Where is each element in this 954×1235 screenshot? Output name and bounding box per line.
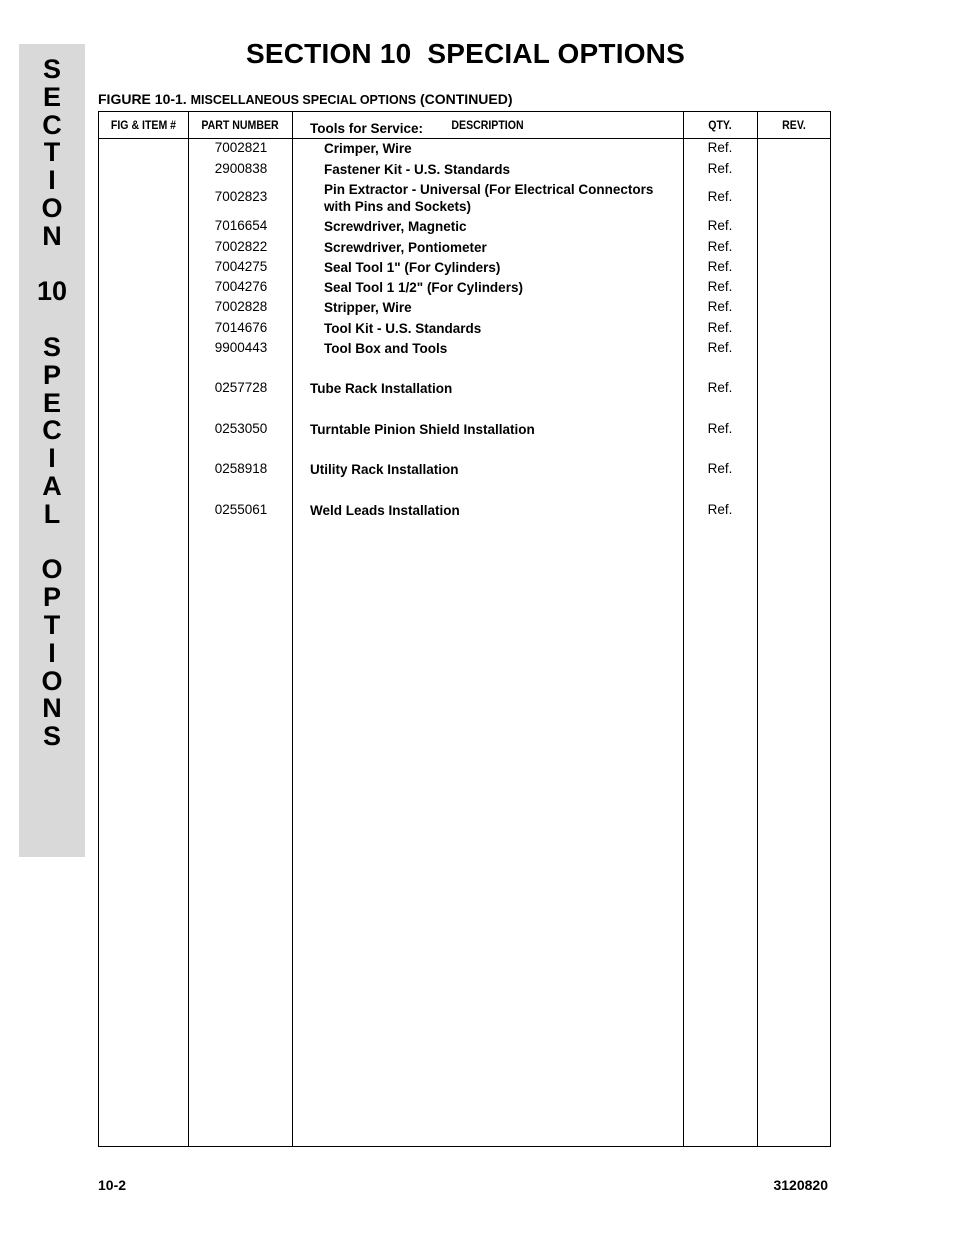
side-tab-letter: O bbox=[41, 192, 63, 223]
side-tab-letter: C bbox=[42, 415, 62, 446]
page-number: 10-2 bbox=[98, 1177, 127, 1193]
side-tab-letter: S bbox=[42, 331, 61, 362]
qty-cell: Ref. bbox=[707, 461, 733, 476]
header-fig-item: FIG & ITEM # bbox=[110, 118, 177, 132]
figure-label: FIGURE 10-1. bbox=[98, 91, 187, 107]
figure-suffix: (CONTINUED) bbox=[419, 91, 513, 107]
part-number-cell: 7002823 bbox=[214, 189, 268, 204]
side-tab-letter: E bbox=[42, 387, 61, 418]
description-cell: Screwdriver, Pontiometer bbox=[324, 240, 487, 255]
figure-name: MISCELLANEOUS SPECIAL OPTIONS bbox=[190, 93, 417, 107]
part-number-cell: 7004275 bbox=[214, 259, 268, 274]
side-tab-letter: P bbox=[42, 582, 61, 613]
qty-cell: Ref. bbox=[707, 259, 733, 274]
description-cell: Tool Box and Tools bbox=[324, 341, 448, 356]
part-number-cell: 0258918 bbox=[214, 461, 268, 476]
side-tab-text bbox=[19, 56, 85, 751]
side-tab-letter: S bbox=[42, 54, 61, 84]
qty-cell: Ref. bbox=[707, 189, 733, 204]
part-number-cell: 0255061 bbox=[214, 502, 268, 517]
side-tab-letter: O bbox=[41, 554, 63, 585]
description-cell: Turntable Pinion Shield Installation bbox=[310, 422, 535, 437]
side-tab-letter: E bbox=[42, 81, 61, 112]
part-number-cell: 7002821 bbox=[214, 140, 268, 155]
document-number: 3120820 bbox=[773, 1177, 828, 1193]
side-tab-letter: T bbox=[43, 137, 61, 168]
side-tab-letter: S bbox=[42, 721, 61, 752]
description-cell: Fastener Kit - U.S. Standards bbox=[324, 162, 511, 177]
page-title: SECTION 10 SPECIAL OPTIONS bbox=[246, 38, 685, 69]
side-tab-letter: N bbox=[42, 220, 62, 251]
qty-cell: Ref. bbox=[707, 502, 733, 517]
description-cell: Crimper, Wire bbox=[324, 141, 412, 156]
description-cell: Seal Tool 1 1/2" (For Cylinders) bbox=[324, 280, 523, 295]
qty-cell: Ref. bbox=[707, 279, 733, 294]
part-number-cell: 7002822 bbox=[214, 239, 268, 254]
part-number-cell: 0253050 bbox=[214, 421, 268, 436]
side-tab-letter: I bbox=[48, 443, 56, 474]
part-number-cell: 7016654 bbox=[214, 218, 268, 233]
side-tab-letter: T bbox=[43, 609, 61, 640]
side-tab-letter: N bbox=[42, 693, 62, 724]
part-number-cell: 2900838 bbox=[214, 161, 268, 176]
part-number-cell: 7004276 bbox=[214, 279, 268, 294]
header-description: DESCRIPTION bbox=[451, 118, 524, 132]
column-divider bbox=[757, 112, 758, 1146]
qty-cell: Ref. bbox=[707, 239, 733, 254]
side-tab-letter: I bbox=[48, 165, 56, 196]
qty-cell: Ref. bbox=[707, 140, 733, 155]
description-cell: Utility Rack Installation bbox=[310, 462, 459, 477]
side-tab-letter: O bbox=[41, 665, 63, 696]
qty-cell: Ref. bbox=[707, 218, 733, 233]
description-cell: Tube Rack Installation bbox=[310, 381, 453, 396]
part-number-cell: 7014676 bbox=[214, 320, 268, 335]
description-cell: Weld Leads Installation bbox=[310, 503, 460, 518]
qty-cell: Ref. bbox=[707, 421, 733, 436]
description-cell: Stripper, Wire bbox=[324, 300, 412, 315]
qty-cell: Ref. bbox=[707, 380, 733, 395]
side-tab-letter: 10 bbox=[36, 276, 68, 307]
qty-cell: Ref. bbox=[707, 340, 733, 355]
parts-table bbox=[98, 111, 831, 1147]
header-rev: REV. bbox=[782, 118, 806, 132]
description-cell: Seal Tool 1" (For Cylinders) bbox=[324, 260, 501, 275]
part-number-cell: 0257728 bbox=[214, 380, 268, 395]
part-number-cell: 9900443 bbox=[214, 340, 268, 355]
description-cell: Screwdriver, Magnetic bbox=[324, 219, 467, 234]
side-tab-letter: A bbox=[42, 470, 62, 501]
figure-title bbox=[98, 91, 513, 107]
qty-cell: Ref. bbox=[707, 299, 733, 314]
side-tab-letter: P bbox=[42, 359, 61, 390]
header-qty: QTY. bbox=[708, 118, 732, 132]
header-part-number: PART NUMBER bbox=[201, 118, 279, 132]
description-cell: Tools for Service: bbox=[310, 121, 424, 136]
side-tab-letter: L bbox=[43, 498, 61, 529]
description-cell: Pin Extractor - Universal (For Electrical Connectors with Pins and Sockets) bbox=[324, 182, 654, 214]
part-number-cell: 7002828 bbox=[214, 299, 268, 314]
description-cell: Tool Kit - U.S. Standards bbox=[324, 321, 482, 336]
side-tab-letter: I bbox=[48, 637, 56, 668]
side-tab-letter: C bbox=[42, 109, 62, 140]
qty-cell: Ref. bbox=[707, 320, 733, 335]
qty-cell: Ref. bbox=[707, 161, 733, 176]
header-divider bbox=[99, 138, 830, 139]
